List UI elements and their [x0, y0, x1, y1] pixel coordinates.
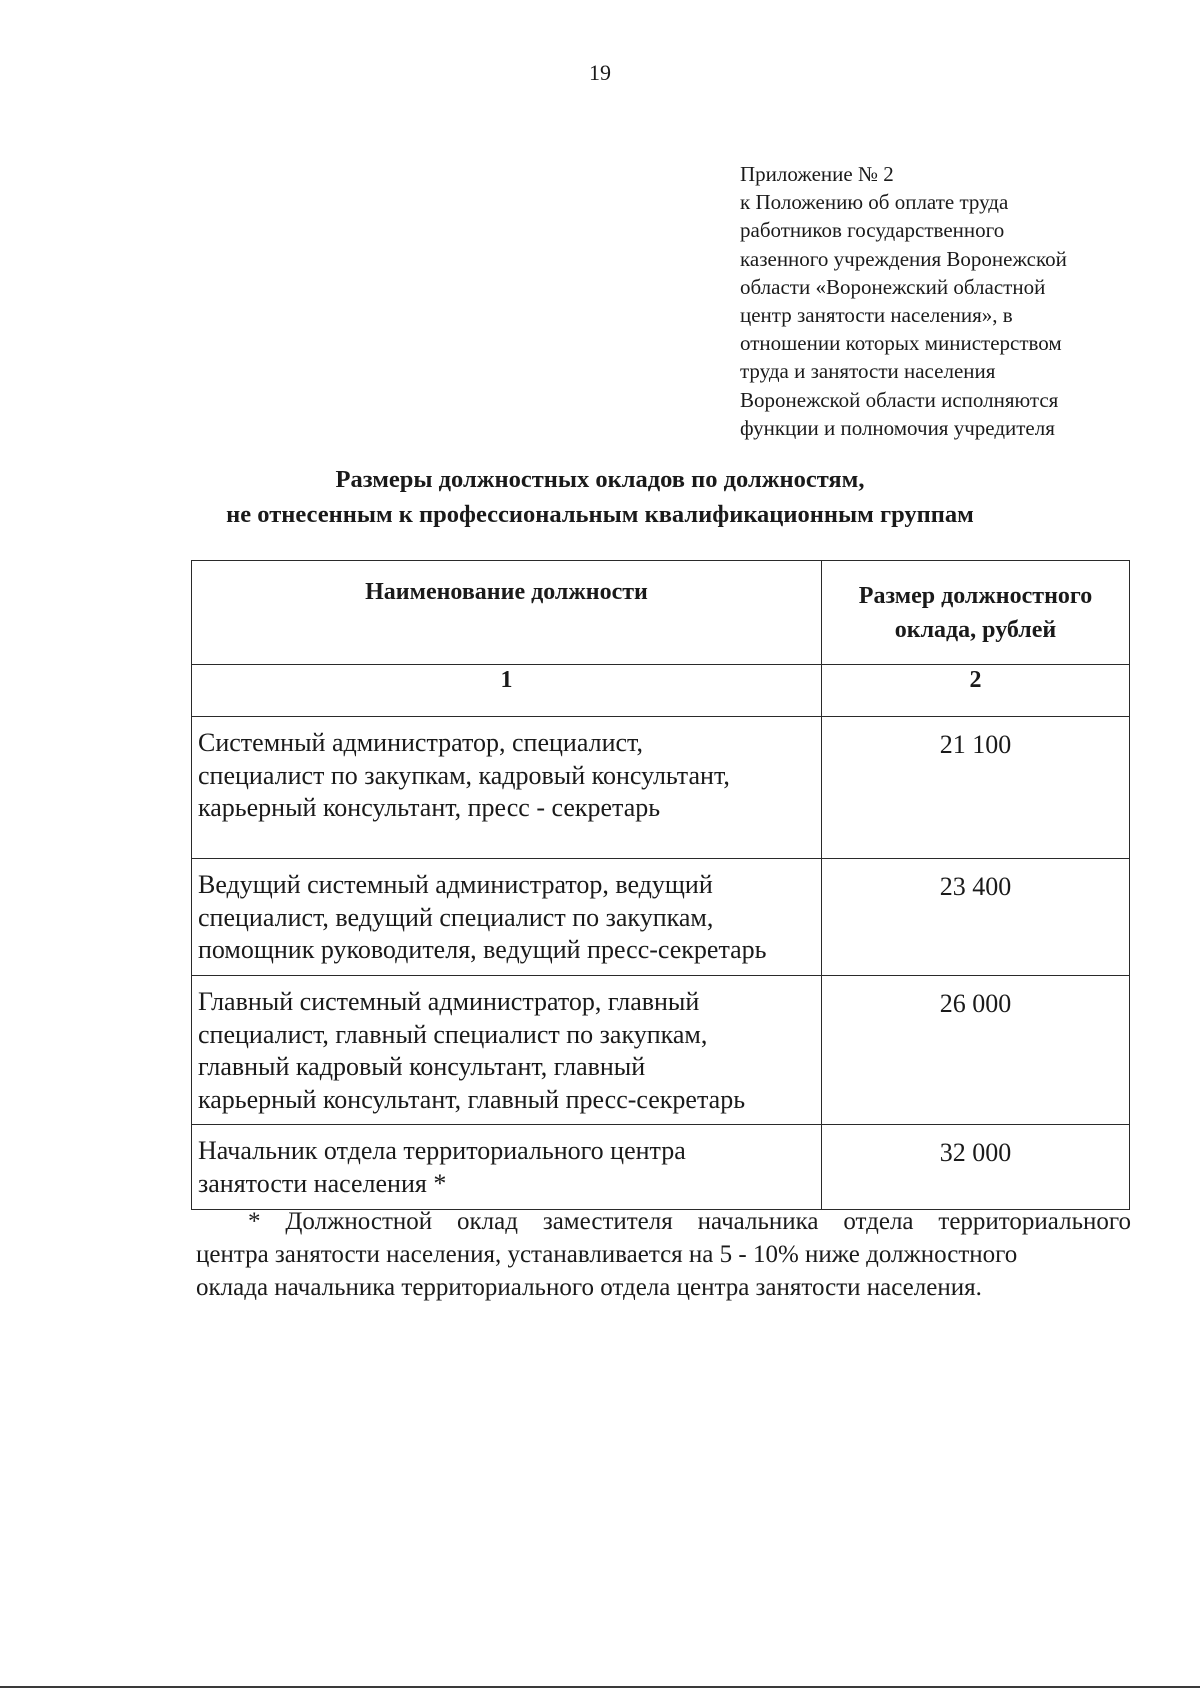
position-line: карьерный консультант, пресс - секретарь: [198, 793, 661, 822]
position-cell: [192, 1125, 822, 1210]
position-line: Начальник отдела территориального центра: [198, 1136, 686, 1165]
title-line: не отнесенным к профессиональным квалификационным группам: [226, 501, 974, 528]
scan-edge-divider: [0, 1686, 1200, 1688]
document-title: [0, 462, 1200, 532]
salary-cell: 21 100: [822, 717, 1130, 859]
page-number: 19: [589, 60, 611, 85]
footnote-line: центра занятости населения, устанавливается на 5 - 10% ниже должностного: [196, 1241, 1018, 1268]
salary-cell: 32 000: [822, 1125, 1130, 1210]
header-salary-line: Размер должностного: [858, 583, 1093, 609]
salary-table: [191, 560, 1130, 1210]
footnote-line: оклада начальника территориального отдела центра занятости населения.: [196, 1274, 982, 1301]
footnote-line: * Должностной оклад заместителя начальника отдела территориального: [248, 1208, 1131, 1235]
salary-cell: 23 400: [822, 859, 1130, 976]
appendix-line: области «Воронежский областной: [740, 274, 1046, 299]
position-line: помощник руководителя, ведущий пресс-секретарь: [198, 935, 767, 964]
title-line: Размеры должностных окладов по должностям,: [335, 466, 865, 493]
position-line: Системный администратор, специалист,: [198, 728, 643, 757]
footnote: [196, 1205, 1131, 1304]
header-salary-line: оклада, рублей: [894, 617, 1057, 643]
header-salary: [822, 561, 1130, 665]
table-row: [192, 717, 1130, 859]
appendix-note: [740, 160, 1160, 442]
position-line: карьерный консультант, главный пресс-секретарь: [198, 1084, 746, 1114]
appendix-line: функции и полномочия учредителя: [740, 415, 1055, 440]
column-number: 2: [822, 665, 1130, 717]
column-number: 1: [192, 665, 822, 717]
appendix-line: к Положению об оплате труда: [740, 190, 1009, 215]
position-line: Главный системный администратор, главный: [198, 987, 700, 1016]
header-position: Наименование должности: [192, 561, 822, 665]
column-number-row: [192, 665, 1130, 717]
table-header-row: [192, 561, 1130, 665]
position-cell: [192, 976, 822, 1125]
table-row: [192, 1125, 1130, 1210]
appendix-line: работников государственного: [740, 218, 1005, 243]
position-line: главный кадровый консультант, главный: [198, 1052, 646, 1081]
position-line: Ведущий системный администратор, ведущий: [198, 870, 713, 899]
appendix-line: центр занятости населения», в: [740, 303, 1013, 328]
table-row: [192, 976, 1130, 1125]
table-row: [192, 859, 1130, 976]
appendix-line: Приложение № 2: [740, 162, 894, 186]
position-cell: [192, 859, 822, 976]
salary-cell: 26 000: [822, 976, 1130, 1125]
appendix-line: труда и занятости населения: [740, 359, 996, 384]
position-line: специалист, ведущий специалист по закупкам,: [198, 902, 714, 932]
position-cell: [192, 717, 822, 859]
appendix-line: отношении которых министерством: [740, 331, 1062, 356]
position-line: специалист по закупкам, кадровый консультант,: [198, 760, 730, 790]
appendix-line: казенного учреждения Воронежской: [740, 246, 1067, 271]
position-line: специалист, главный специалист по закупкам,: [198, 1019, 708, 1049]
position-line: занятости населения *: [198, 1168, 447, 1198]
appendix-line: Воронежской области исполняются: [740, 387, 1059, 412]
